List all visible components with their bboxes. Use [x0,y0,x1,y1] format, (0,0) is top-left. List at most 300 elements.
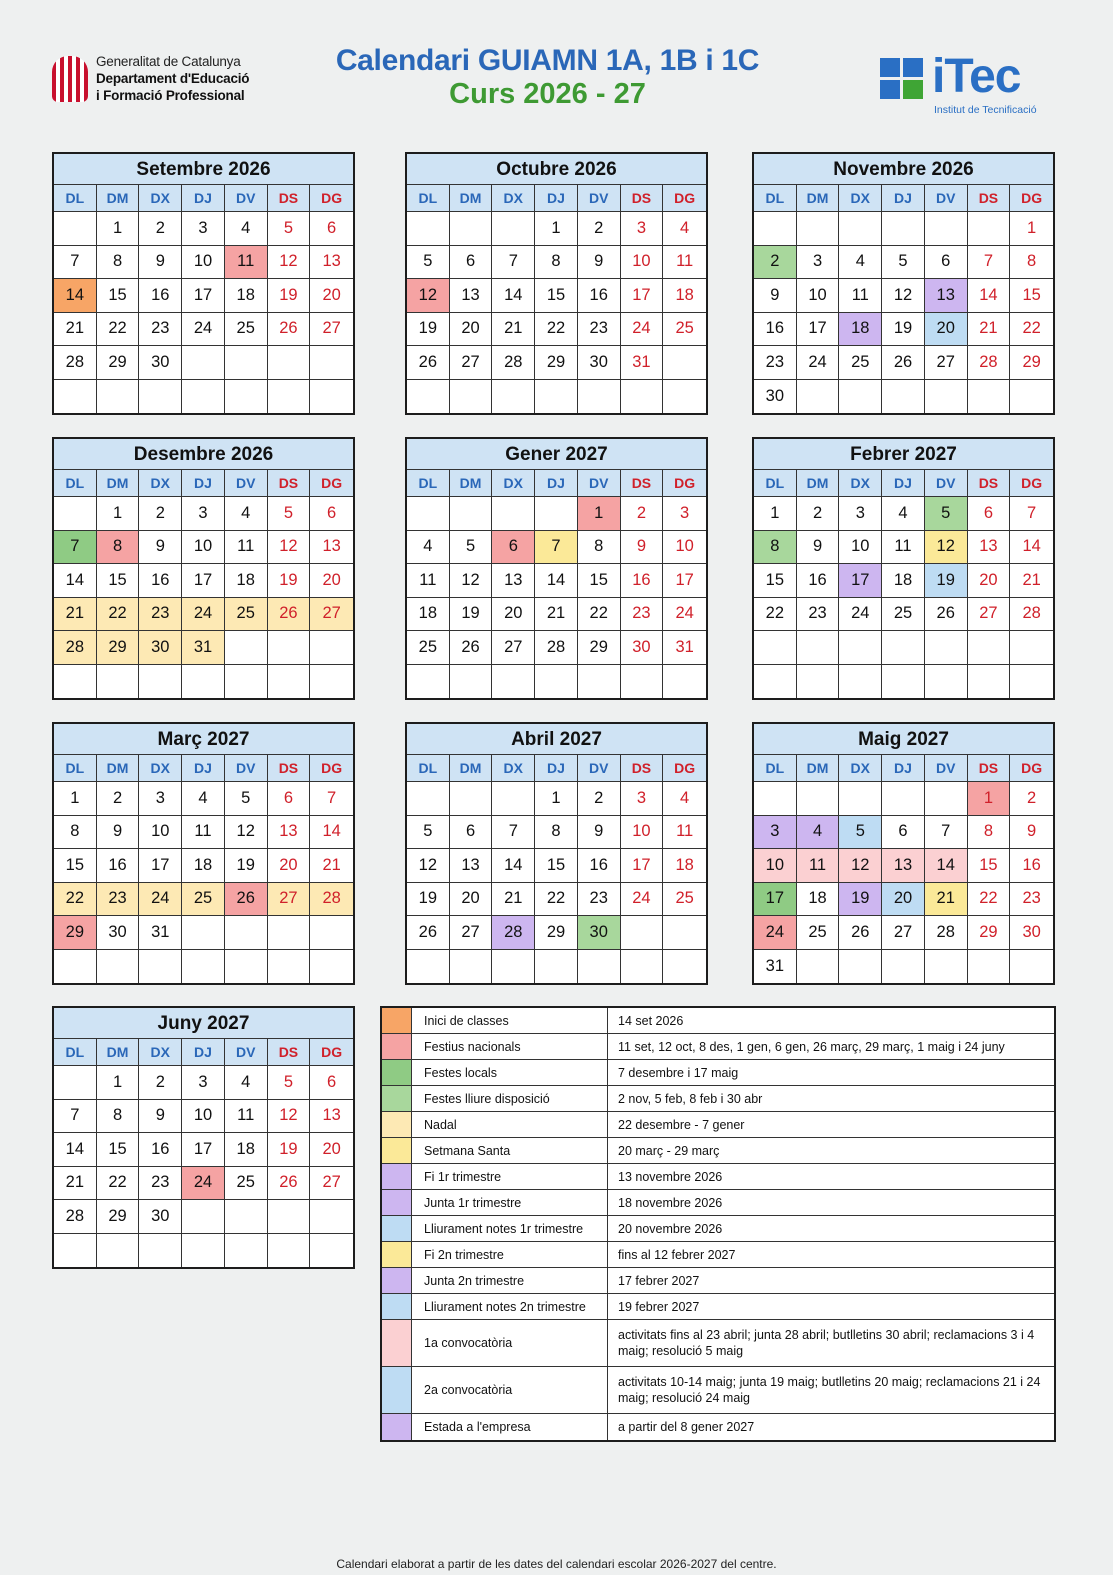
empty-cell [754,665,797,699]
day-cell: 15 [97,1133,140,1167]
day-cell: 6 [925,246,968,280]
day-cell: 28 [492,916,535,950]
empty-cell [663,346,706,380]
day-cell: 2 [578,212,621,246]
empty-cell [225,1200,268,1234]
day-cell: 14 [54,279,97,313]
empty-cell [450,380,493,414]
weekday-header: DJ [882,185,925,212]
month-title: Març 2027 [54,724,353,755]
day-cell: 8 [97,531,140,565]
day-cell: 5 [268,497,311,531]
title-block [300,44,795,111]
empty-cell [925,631,968,665]
empty-cell [663,380,706,414]
day-cell: 10 [797,279,840,313]
weekday-header: DL [754,185,797,212]
day-cell: 28 [54,346,97,380]
day-cell: 21 [1010,564,1053,598]
empty-cell [797,782,840,816]
day-cell: 21 [968,313,1011,347]
weekday-header: DJ [535,185,578,212]
empty-cell [492,782,535,816]
day-cell: 8 [97,246,140,280]
day-cell: 7 [492,246,535,280]
weekday-header: DJ [535,755,578,782]
day-cell: 12 [225,816,268,850]
month-title: Novembre 2026 [754,154,1053,185]
legend-row [382,1086,1054,1112]
empty-cell [407,212,450,246]
day-cell: 20 [882,883,925,917]
day-cell: 12 [450,564,493,598]
day-cell: 4 [839,246,882,280]
weekday-header: DV [925,185,968,212]
page-title: Calendari GUIAMN 1A, 1B i 1C [335,44,760,77]
day-cell: 20 [310,564,353,598]
empty-cell [492,212,535,246]
weekday-header: DS [268,755,311,782]
day-cell: 26 [407,346,450,380]
legend-value: 7 desembre i 17 maig [618,1065,739,1080]
day-cell: 17 [182,1133,225,1167]
day-cell: 1 [578,497,621,531]
legend-label: Festes lliure disposició [412,1086,608,1111]
legend-swatch [382,1112,412,1137]
weekday-header: DM [450,185,493,212]
empty-cell [268,1200,311,1234]
empty-cell [925,950,968,984]
day-cell: 2 [139,212,182,246]
day-cell: 30 [578,916,621,950]
day-cell: 26 [450,631,493,665]
empty-cell [754,212,797,246]
month-abril [405,722,708,985]
day-cell: 9 [139,246,182,280]
day-cell: 12 [882,279,925,313]
gen-line-2: Departament d'Educació [96,70,250,86]
empty-cell [268,665,311,699]
legend-value: a partir del 8 gener 2027 [618,1420,755,1434]
day-cell: 17 [797,313,840,347]
weekday-header: DX [492,755,535,782]
day-cell: 9 [797,531,840,565]
day-cell: 15 [97,564,140,598]
weekday-header: DX [839,755,882,782]
day-cell: 17 [621,849,664,883]
day-cell: 10 [839,531,882,565]
day-cell: 12 [268,246,311,280]
day-cell: 20 [925,313,968,347]
empty-cell [882,631,925,665]
day-cell: 16 [139,1133,182,1167]
day-cell: 5 [882,246,925,280]
day-cell: 11 [225,246,268,280]
empty-cell [182,916,225,950]
empty-cell [754,631,797,665]
day-cell: 27 [310,313,353,347]
weekday-header: DS [621,185,664,212]
day-cell: 8 [1010,246,1053,280]
day-cell: 21 [535,598,578,632]
day-cell: 10 [182,531,225,565]
weekday-header: DG [1010,185,1053,212]
empty-cell [968,631,1011,665]
day-cell: 5 [225,782,268,816]
legend-row [382,1190,1054,1216]
weekday-header: DX [492,470,535,497]
day-cell: 8 [754,531,797,565]
empty-cell [182,950,225,984]
empty-cell [968,950,1011,984]
empty-cell [882,665,925,699]
day-cell: 21 [492,313,535,347]
day-cell: 19 [268,279,311,313]
day-cell: 25 [225,313,268,347]
legend-value: 20 març - 29 març [618,1143,720,1158]
day-cell: 19 [925,564,968,598]
day-cell: 29 [535,916,578,950]
day-cell: 24 [182,598,225,632]
day-cell: 1 [97,497,140,531]
day-cell: 15 [54,849,97,883]
weekday-header: DL [754,470,797,497]
day-cell: 22 [97,313,140,347]
day-cell: 8 [97,1100,140,1134]
empty-cell [882,380,925,414]
legend-value: 2 nov, 5 feb, 8 feb i 30 abr [618,1091,763,1106]
weekday-header: DX [839,185,882,212]
day-cell: 18 [882,564,925,598]
empty-cell [139,665,182,699]
day-cell: 17 [621,279,664,313]
day-cell: 22 [754,598,797,632]
day-cell: 12 [925,531,968,565]
day-cell: 16 [578,849,621,883]
day-cell: 16 [139,564,182,598]
empty-cell [54,1234,97,1268]
empty-cell [225,631,268,665]
weekday-header: DL [754,755,797,782]
day-cell: 17 [139,849,182,883]
day-cell: 2 [797,497,840,531]
day-cell: 2 [621,497,664,531]
day-cell: 31 [621,346,664,380]
day-cell: 15 [97,279,140,313]
day-cell: 14 [492,279,535,313]
weekday-header: DM [97,185,140,212]
day-cell: 31 [663,631,706,665]
month-title: Febrer 2027 [754,439,1053,470]
day-cell: 25 [797,916,840,950]
weekday-header: DG [663,185,706,212]
empty-cell [310,950,353,984]
legend-row [382,1034,1054,1060]
day-cell: 6 [450,816,493,850]
weekday-header: DS [268,470,311,497]
day-cell: 22 [535,313,578,347]
day-cell: 3 [182,497,225,531]
legend-label: Lliurament notes 2n trimestre [412,1294,608,1319]
weekday-header: DS [268,185,311,212]
day-cell: 20 [310,1133,353,1167]
weekday-header: DX [139,470,182,497]
legend-label: Festes locals [412,1060,608,1085]
empty-cell [225,916,268,950]
day-cell: 6 [492,531,535,565]
day-cell: 26 [268,1167,311,1201]
day-cell: 25 [663,313,706,347]
empty-cell [925,380,968,414]
legend-label: Fi 1r trimestre [412,1164,608,1189]
day-cell: 12 [407,849,450,883]
day-cell: 23 [97,883,140,917]
empty-cell [407,950,450,984]
empty-cell [535,497,578,531]
legend-label: Nadal [412,1112,608,1137]
day-cell: 19 [450,598,493,632]
empty-cell [839,665,882,699]
legend-label: Festius nacionals [412,1034,608,1059]
day-cell: 26 [882,346,925,380]
day-cell: 1 [968,782,1011,816]
day-cell: 1 [535,212,578,246]
day-cell: 13 [310,246,353,280]
weekday-header: DJ [182,470,225,497]
day-cell: 18 [225,279,268,313]
day-cell: 29 [1010,346,1053,380]
day-cell: 28 [535,631,578,665]
day-cell: 19 [839,883,882,917]
day-cell: 9 [97,816,140,850]
day-cell: 4 [225,212,268,246]
empty-cell [1010,380,1053,414]
weekday-header: DM [450,755,493,782]
weekday-header: DS [968,470,1011,497]
day-cell: 31 [754,950,797,984]
weekday-header: DM [797,755,840,782]
day-cell: 24 [663,598,706,632]
day-cell: 20 [450,313,493,347]
day-cell: 14 [54,564,97,598]
day-cell: 9 [139,1100,182,1134]
day-cell: 10 [754,849,797,883]
day-cell: 20 [968,564,1011,598]
weekday-header: DX [139,1039,182,1066]
empty-cell [663,916,706,950]
legend-label: Setmana Santa [412,1138,608,1163]
weekday-header: DX [139,185,182,212]
weekday-header: DV [225,185,268,212]
empty-cell [182,380,225,414]
day-cell: 26 [268,598,311,632]
empty-cell [407,782,450,816]
day-cell: 9 [621,531,664,565]
day-cell: 22 [578,598,621,632]
empty-cell [310,1234,353,1268]
day-cell: 11 [407,564,450,598]
empty-cell [139,1234,182,1268]
day-cell: 24 [839,598,882,632]
day-cell: 27 [310,598,353,632]
month-title: Desembre 2026 [54,439,353,470]
month-title: Setembre 2026 [54,154,353,185]
legend-swatch [382,1268,412,1293]
weekday-header: DG [1010,755,1053,782]
empty-cell [535,665,578,699]
day-cell: 5 [268,212,311,246]
day-cell: 25 [225,1167,268,1201]
legend-swatch [382,1138,412,1163]
day-cell: 3 [797,246,840,280]
empty-cell [925,782,968,816]
weekday-header: DV [578,185,621,212]
day-cell: 13 [310,531,353,565]
day-cell: 12 [839,849,882,883]
day-cell: 28 [310,883,353,917]
empty-cell [139,380,182,414]
day-cell: 6 [268,782,311,816]
day-cell: 24 [797,346,840,380]
empty-cell [882,950,925,984]
day-cell: 24 [139,883,182,917]
month-desembre [52,437,355,700]
day-cell: 22 [1010,313,1053,347]
weekday-header: DX [492,185,535,212]
legend-value: fins al 12 febrer 2027 [618,1247,736,1262]
weekday-header: DL [54,1039,97,1066]
day-cell: 16 [97,849,140,883]
legend-swatch [382,1242,412,1267]
month-setembre [52,152,355,415]
senyera-shield-icon [50,52,90,104]
weekday-header: DG [663,470,706,497]
day-cell: 1 [535,782,578,816]
legend-swatch [382,1060,412,1085]
day-cell: 19 [407,313,450,347]
day-cell: 6 [450,246,493,280]
legend-row [382,1060,1054,1086]
empty-cell [54,1066,97,1100]
empty-cell [310,1200,353,1234]
day-cell: 6 [310,497,353,531]
legend-swatch [382,1367,412,1413]
day-cell: 16 [754,313,797,347]
day-cell: 7 [925,816,968,850]
day-cell: 2 [1010,782,1053,816]
legend-swatch [382,1414,412,1440]
day-cell: 29 [54,916,97,950]
day-cell: 2 [139,1066,182,1100]
empty-cell [797,950,840,984]
empty-cell [310,916,353,950]
day-cell: 24 [182,313,225,347]
weekday-header: DS [621,470,664,497]
empty-cell [450,212,493,246]
day-cell: 4 [882,497,925,531]
empty-cell [407,497,450,531]
day-cell: 27 [310,1167,353,1201]
day-cell: 10 [182,1100,225,1134]
day-cell: 1 [54,782,97,816]
empty-cell [450,497,493,531]
day-cell: 2 [139,497,182,531]
empty-cell [797,665,840,699]
day-cell: 5 [268,1066,311,1100]
day-cell: 16 [578,279,621,313]
month-title: Gener 2027 [407,439,706,470]
day-cell: 11 [225,531,268,565]
day-cell: 24 [754,916,797,950]
legend-row [382,1320,1054,1367]
empty-cell [754,782,797,816]
day-cell: 23 [621,598,664,632]
day-cell: 28 [968,346,1011,380]
legend-row [382,1164,1054,1190]
weekday-header: DX [139,755,182,782]
itec-squares-icon [880,58,924,100]
day-cell: 22 [535,883,578,917]
day-cell: 6 [310,1066,353,1100]
day-cell: 12 [407,279,450,313]
day-cell: 10 [621,246,664,280]
day-cell: 3 [139,782,182,816]
day-cell: 4 [225,1066,268,1100]
day-cell: 2 [754,246,797,280]
empty-cell [268,950,311,984]
day-cell: 5 [407,246,450,280]
day-cell: 13 [268,816,311,850]
day-cell: 12 [268,1100,311,1134]
empty-cell [310,346,353,380]
weekday-header: DG [1010,470,1053,497]
day-cell: 14 [535,564,578,598]
day-cell: 23 [139,598,182,632]
day-cell: 3 [621,782,664,816]
legend-value: 22 desembre - 7 gener [618,1117,745,1132]
empty-cell [310,665,353,699]
day-cell: 7 [492,816,535,850]
weekday-header: DM [450,470,493,497]
day-cell: 17 [182,279,225,313]
day-cell: 19 [268,564,311,598]
legend-row [382,1294,1054,1320]
day-cell: 18 [797,883,840,917]
day-cell: 18 [225,1133,268,1167]
empty-cell [54,950,97,984]
legend-row [382,1138,1054,1164]
day-cell: 9 [578,816,621,850]
day-cell: 8 [578,531,621,565]
day-cell: 28 [492,346,535,380]
weekday-header: DM [797,185,840,212]
day-cell: 3 [182,1066,225,1100]
legend-table [380,1006,1056,1442]
month-marc [52,722,355,985]
day-cell: 20 [310,279,353,313]
day-cell: 30 [621,631,664,665]
legend-label: Junta 2n trimestre [412,1268,608,1293]
day-cell: 16 [621,564,664,598]
day-cell: 25 [663,883,706,917]
weekday-header: DM [797,470,840,497]
legend-value: 11 set, 12 oct, 8 des, 1 gen, 6 gen, 26 març, 29 març, 1 maig i 24 juny [618,1039,1005,1054]
month-title: Juny 2027 [54,1008,353,1039]
day-cell: 5 [839,816,882,850]
day-cell: 29 [968,916,1011,950]
day-cell: 29 [535,346,578,380]
empty-cell [225,346,268,380]
